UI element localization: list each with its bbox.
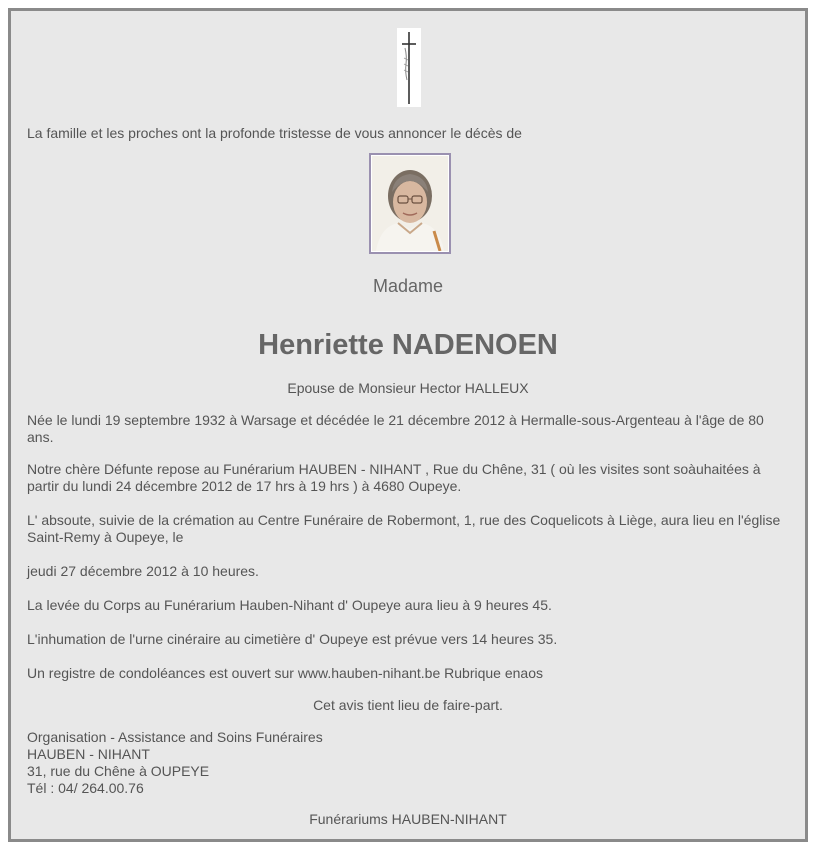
organisation-line-3: 31, rue du Chêne à OUPEYE (27, 763, 210, 779)
registre-text: Un registre de condoléances est ouvert sur www.hauben-nihant.be Rubrique enaos (27, 665, 543, 681)
cross-icon (397, 28, 421, 107)
deceased-name: Henriette NADENOEN (258, 329, 558, 361)
faire-part-text: Cet avis tient lieu de faire-part. (313, 697, 503, 713)
ceremony-date: jeudi 27 décembre 2012 à 10 heures. (27, 563, 259, 579)
intro-text: La famille et les proches ont la profonde tristesse de vous annoncer le décès de (27, 125, 522, 141)
honorific: Madame (372, 276, 444, 296)
organisation-phone: Tél : 04/ 264.00.76 (27, 780, 144, 796)
portrait-photo (369, 153, 451, 254)
levee-text: La levée du Corps au Funérarium Hauben-Nihant d' Oupeye aura lieu à 9 heures 45. (27, 597, 552, 613)
organisation-line-2: HAUBEN - NIHANT (27, 746, 150, 762)
rest-text: Notre chère Défunte repose au Funérarium HAUBEN - NIHANT , Rue du Chêne, 31 ( où les visites sont soàuhaitées à partir du lundi 24 décembre 2012 de 17 hrs à 19 hrs ) à 4680 Oupeye. (27, 461, 761, 494)
birth-death-text: Née le lundi 19 septembre 1932 à Warsage et décédée le 21 décembre 2012 à Hermalle-sous-Argenteau à l'âge de 80 ans. (27, 412, 764, 445)
organisation-line-1: Organisation - Assistance and Soins Funéraires (27, 729, 323, 745)
absoute-text: L' absoute, suivie de la crémation au Centre Funéraire de Robermont, 1, rue des Coquelicots à Liège, aura lieu en l'église Saint-Remy à Oupeye, le (27, 512, 781, 545)
inhumation-text: L'inhumation de l'urne cinéraire au cimetière d' Oupeye est prévue vers 14 heures 35. (27, 631, 558, 647)
obituary-card (8, 8, 808, 842)
footer-text: Funérariums HAUBEN-NIHANT (309, 811, 507, 827)
spouse-text: Epouse de Monsieur Hector HALLEUX (287, 380, 529, 396)
